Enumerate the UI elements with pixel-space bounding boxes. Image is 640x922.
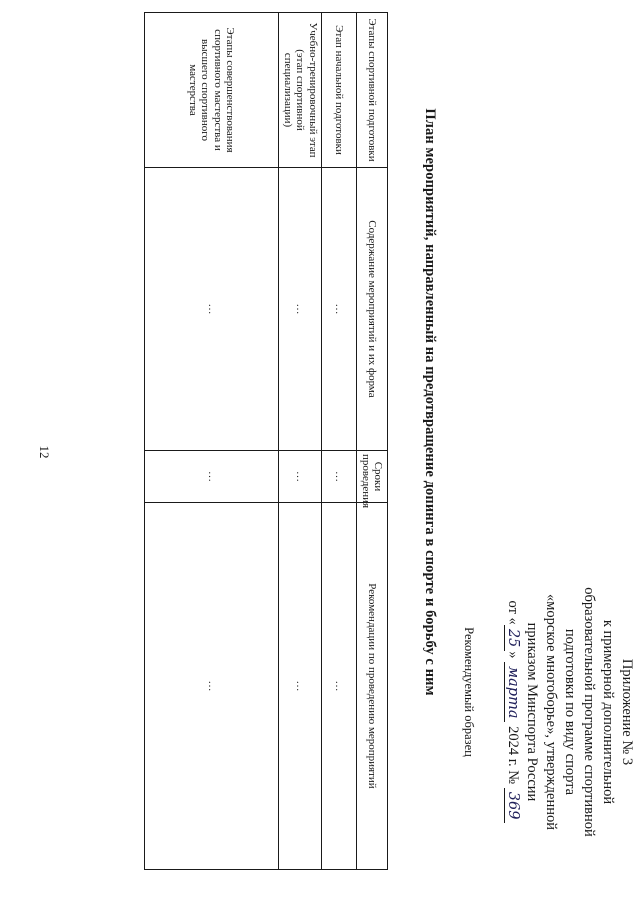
deadline-cell: …: [279, 451, 322, 503]
column-header: Этапы спортивной подготовки: [357, 13, 388, 168]
date-year: 2024 г. №: [505, 726, 521, 785]
appendix-line: подготовки по виду спорта: [562, 628, 578, 796]
date-quote: »: [505, 651, 521, 659]
column-header: Рекомендации по проведению мероприятий: [357, 503, 388, 870]
document-title: План мероприятий, направленный на предотвращение допинга в спорте и борьбу с ним: [422, 108, 438, 696]
deadline-cell: …: [145, 451, 279, 503]
sample-label: Рекомендуемый образец: [462, 627, 476, 757]
table-row: [279, 13, 322, 870]
rotated-page-content: [0, 12, 640, 912]
date-prefix: от «: [505, 600, 521, 625]
appendix-line: Приложение № 3: [619, 658, 635, 766]
appendix-line: образовательной программе спортивной: [581, 587, 597, 837]
page-number: 12: [37, 445, 52, 459]
deadline-cell: …: [322, 451, 357, 503]
content-cell: …: [279, 168, 322, 451]
handwritten-month: марта: [504, 662, 521, 722]
table-row: [145, 13, 279, 870]
recommendation-cell: …: [279, 503, 322, 870]
anti-doping-plan-table: [144, 12, 388, 870]
handwritten-order-number: 369: [504, 788, 521, 824]
column-header: Содержание мероприятий и их форма: [357, 168, 388, 451]
appendix-header: [503, 542, 636, 882]
content-cell: …: [145, 168, 279, 451]
order-date-line: [503, 542, 522, 882]
handwritten-day: 25: [504, 625, 521, 651]
column-header: Сроки проведения: [357, 451, 388, 503]
appendix-line: «морское многоборье», утвержденной: [543, 593, 559, 830]
stage-cell: Этапы совершенствования спортивного мастерства и высшего спортивного мастерства: [145, 13, 279, 168]
recommendation-cell: …: [145, 503, 279, 870]
recommendation-cell: …: [322, 503, 357, 870]
table-header-row: [357, 13, 388, 870]
appendix-line: приказом Минспорта России: [524, 622, 540, 802]
stage-cell: Учебно-тренировочный этап (этап спортивной специализации): [279, 13, 322, 168]
appendix-line: к примерной дополнительной: [600, 619, 616, 805]
table-row: [322, 13, 357, 870]
stage-cell: Этап начальной подготовки: [322, 13, 357, 168]
content-cell: …: [322, 168, 357, 451]
